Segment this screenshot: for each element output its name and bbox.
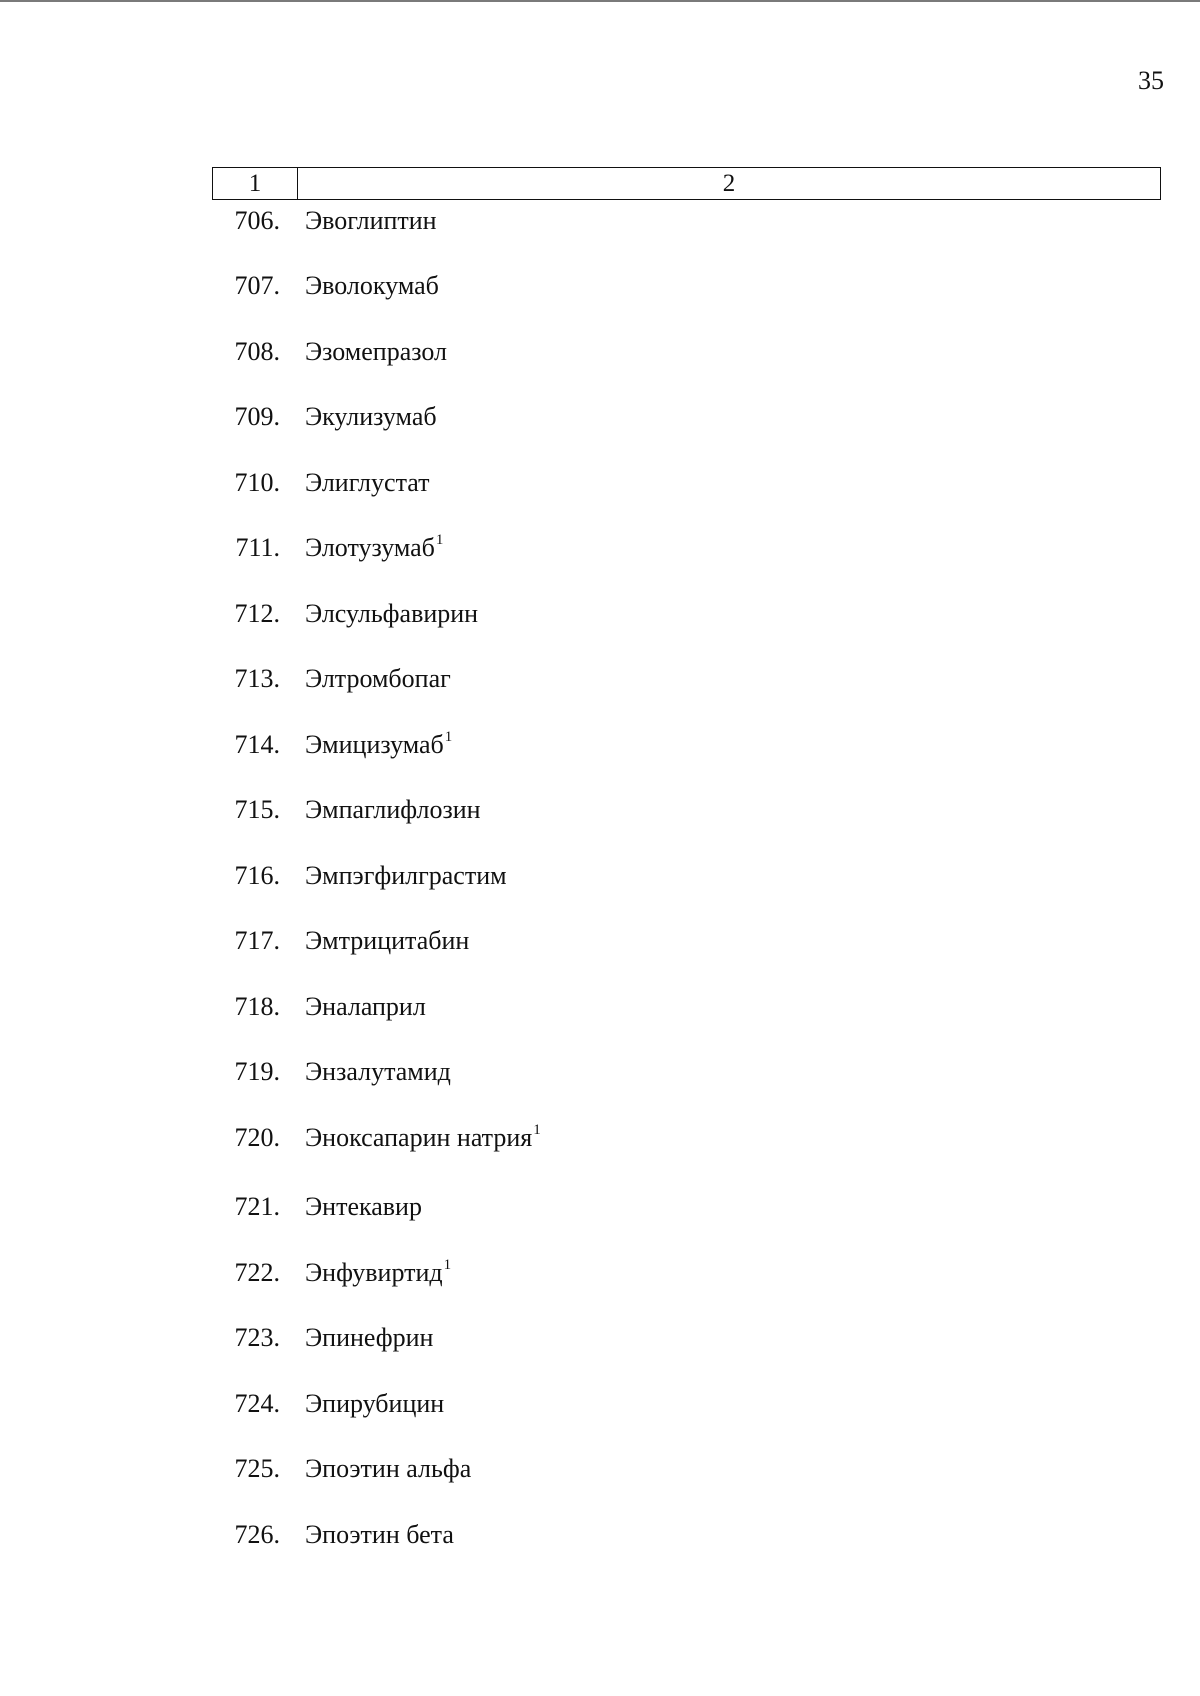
drug-name-text: Эналаприл [305, 992, 426, 1021]
drug-name-text: Эпоэтин бета [305, 1520, 454, 1549]
table-row [0, 1253, 1200, 1293]
table-row [0, 1187, 1200, 1227]
drug-name-text: Эпоэтин альфа [305, 1454, 472, 1483]
drug-name [305, 790, 481, 830]
footnote-marker: 1 [443, 1257, 452, 1273]
page-number: 35 [1138, 66, 1164, 95]
drug-name-text: Элтромбопаг [305, 664, 451, 693]
drug-name [305, 463, 429, 503]
drug-name [305, 856, 507, 896]
drug-name [305, 1515, 454, 1555]
drug-name-text: Элотузумаб [305, 533, 435, 562]
footnote-marker: 1 [533, 1122, 541, 1138]
table-row [0, 921, 1200, 961]
row-number: 720. [234, 1123, 280, 1152]
row-number: 726. [234, 1520, 280, 1549]
row-number: 706. [234, 206, 280, 235]
row-number: 709. [234, 402, 280, 431]
table-row [0, 594, 1200, 634]
table-row [0, 266, 1200, 306]
table-row [0, 856, 1200, 896]
table-row [0, 1052, 1200, 1092]
table-row [0, 1318, 1200, 1358]
footnote-marker: 1 [444, 729, 453, 745]
table-row [0, 1449, 1200, 1489]
drug-name [305, 1253, 451, 1297]
drug-name-text: Эмпаглифлозин [305, 795, 481, 824]
row-number: 719. [234, 1057, 280, 1086]
drug-name [305, 1384, 444, 1424]
row-number: 708. [234, 337, 280, 366]
drug-name-text: Энфувиртид [305, 1258, 443, 1287]
drug-name-text: Эпирубицин [305, 1389, 445, 1418]
row-number: 715. [234, 795, 280, 824]
row-number: 724. [234, 1389, 280, 1418]
footnote-marker: 1 [435, 532, 444, 548]
row-number: 717. [234, 926, 280, 955]
header-col-1: 1 [213, 168, 298, 199]
drug-name [305, 987, 426, 1027]
drug-name [305, 332, 447, 372]
row-number: 723. [234, 1323, 280, 1352]
drug-name-text: Элсульфавирин [305, 599, 479, 628]
drug-name [305, 1052, 451, 1092]
drug-name [305, 659, 451, 699]
drug-name-text: Эпинефрин [305, 1323, 434, 1352]
row-number: 716. [234, 861, 280, 890]
drug-name [305, 201, 437, 241]
table-row [0, 1384, 1200, 1424]
table-row [0, 790, 1200, 830]
row-number: 714. [234, 730, 280, 759]
drug-name-text: Эзомепразол [305, 337, 447, 366]
table-row [0, 1118, 1200, 1158]
drug-name [305, 397, 437, 437]
row-number: 721. [234, 1192, 280, 1221]
row-number: 711. [235, 533, 280, 562]
table-row [0, 1515, 1200, 1555]
drug-name [305, 725, 452, 769]
table-row [0, 397, 1200, 437]
table-row [0, 528, 1200, 568]
table-row [0, 463, 1200, 503]
row-number: 707. [234, 271, 280, 300]
row-number: 718. [234, 992, 280, 1021]
drug-name-text: Эноксапарин натрия [305, 1123, 533, 1152]
row-number: 725. [234, 1454, 280, 1483]
drug-name-text: Эмпэгфилграстим [305, 861, 507, 890]
drug-name-text: Эмтрицитабин [305, 926, 470, 955]
drug-name [305, 266, 439, 306]
row-number: 710. [234, 468, 280, 497]
drug-name [305, 921, 469, 961]
drug-name-text: Эволокумаб [305, 271, 439, 300]
table-row [0, 659, 1200, 699]
table-row [0, 201, 1200, 241]
table-row [0, 332, 1200, 372]
header-col-2: 2 [722, 170, 736, 197]
row-number: 722. [234, 1258, 280, 1287]
drug-name-text: Энзалутамид [305, 1057, 451, 1086]
drug-name [305, 1187, 422, 1227]
drug-name-text: Эвоглиптин [305, 206, 437, 235]
drug-name-text: Элиглустат [305, 468, 430, 497]
drug-name-text: Эмицизумаб [305, 730, 444, 759]
drug-name-text: Экулизумаб [305, 402, 437, 431]
drug-name [305, 594, 478, 634]
drug-name [305, 528, 443, 572]
drug-name [305, 1318, 433, 1358]
row-number: 712. [234, 599, 280, 628]
drug-name [305, 1118, 541, 1162]
table-row [0, 725, 1200, 765]
drug-name-text: Энтекавир [305, 1192, 422, 1221]
table-row [0, 987, 1200, 1027]
row-number: 713. [234, 664, 280, 693]
drug-name [305, 1449, 471, 1489]
